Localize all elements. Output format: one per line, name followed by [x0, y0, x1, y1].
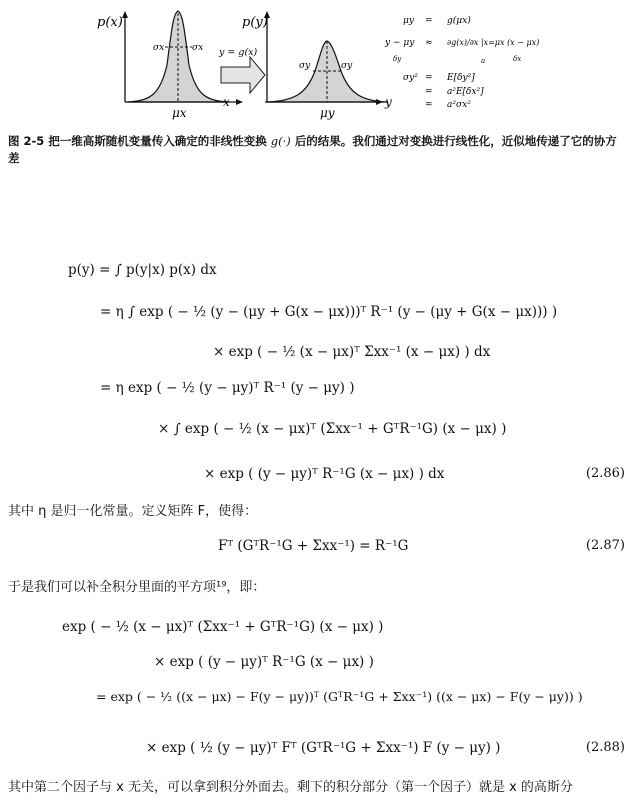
left-gaussian-plot	[122, 11, 243, 105]
rel-2-lhs: y − μy	[385, 38, 415, 48]
eq288-line3: = exp ( − ½ ((x − μx) − F(y − μy))ᵀ (GᵀR⁻¹G + Σxx⁻¹) ((x − μx) − F(y − μy)) )	[96, 689, 583, 704]
caption-function: g(·)	[270, 134, 291, 148]
paragraph-2: 于是我们可以补全积分里面的平方项¹⁹，即：	[8, 580, 266, 595]
eq288-line4: × exp ( ½ (y − μy)ᵀ Fᵀ (GᵀR⁻¹G + Σxx⁻¹) F (y − μy) )	[146, 740, 501, 756]
caption-label: 图 2-5 把一维高斯随机变量传入确定的非线性变换	[8, 134, 267, 148]
left-sigma-b: σx	[192, 43, 204, 53]
rel-4-op: =	[425, 87, 433, 97]
eq286-line6: × exp ( (y − μy)ᵀ R⁻¹G (x − μx) ) dx	[204, 466, 445, 482]
arrow-label: y = g(x)	[219, 47, 258, 58]
right-sigma-a: σy	[299, 61, 311, 71]
right-mu: μy	[320, 106, 335, 120]
eq286-number: (2.86)	[585, 466, 625, 481]
eq288-line2: × exp ( (y − μy)ᵀ R⁻¹G (x − μx) )	[154, 654, 374, 670]
left-sigma-a: σx	[153, 43, 165, 53]
eq286-line2: = η ∫ exp ( − ½ (y − (μy + G(x − μx)))ᵀ R⁻¹ (y − (μy + G(x − μx))) )	[100, 304, 558, 320]
right-xlabel: y	[385, 95, 392, 109]
rel-3-rhs: E[δy²]	[447, 73, 475, 83]
eq288-number: (2.88)	[585, 740, 625, 755]
rel-2-op: ≈	[425, 38, 433, 48]
eq286-line4: = η exp ( − ½ (y − μy)ᵀ R⁻¹ (y − μy) )	[100, 380, 355, 396]
eq288-line1: exp ( − ½ (x − μx)ᵀ (Σxx⁻¹ + GᵀR⁻¹G) (x − μx) )	[62, 619, 384, 635]
rel-5-rhs: a²σx²	[447, 100, 471, 110]
rel-4-rhs: a²E[δx²]	[447, 87, 484, 97]
rel-3-op: =	[425, 73, 433, 83]
right-ylabel: p(y)	[242, 15, 268, 30]
eq287-body: Fᵀ (GᵀR⁻¹G + Σxx⁻¹) = R⁻¹G	[218, 538, 409, 554]
under-dy: δy	[393, 55, 402, 63]
eq287-number: (2.87)	[585, 538, 625, 553]
rel-1-op: =	[425, 16, 433, 26]
left-ylabel: p(x)	[97, 15, 123, 30]
transform-arrow	[221, 57, 265, 93]
caption-rest: 后的结果。我们通过对变换进行线性化，近似地传递了它的协方差	[8, 134, 617, 165]
rel-5-op: =	[425, 100, 433, 110]
figure-2-5	[95, 5, 565, 127]
rel-1-rhs: g(μx)	[447, 16, 471, 26]
paragraph-3: 其中第二个因子与 x 无关，可以拿到积分外面去。剩下的积分部分（第一个因子）就是 x 的高斯分	[8, 780, 573, 795]
eq286-line5: × ∫ exp ( − ½ (x − μx)ᵀ (Σxx⁻¹ + GᵀR⁻¹G) (x − μx) )	[158, 421, 507, 437]
eq286-line1: p(y) = ∫ p(y|x) p(x) dx	[68, 262, 217, 278]
left-xlabel: x	[223, 95, 230, 109]
under-a: a	[481, 57, 486, 65]
rel-3-lhs: σy²	[403, 73, 418, 83]
rel-2-rhs: ∂g(x)/∂x |x=μx (x − μx)	[447, 38, 540, 47]
right-sigma-b: σy	[341, 61, 353, 71]
relations-block	[384, 15, 539, 110]
rel-1-lhs: μy	[403, 16, 414, 26]
paragraph-1: 其中 η 是归一化常量。定义矩阵 F，使得：	[8, 504, 258, 519]
under-dx: δx	[513, 55, 522, 63]
left-mu: μx	[172, 106, 187, 120]
eq286-line3: × exp ( − ½ (x − μx)ᵀ Σxx⁻¹ (x − μx) ) dx	[213, 344, 491, 360]
figure-caption	[8, 133, 626, 167]
right-gaussian-plot	[264, 11, 387, 105]
